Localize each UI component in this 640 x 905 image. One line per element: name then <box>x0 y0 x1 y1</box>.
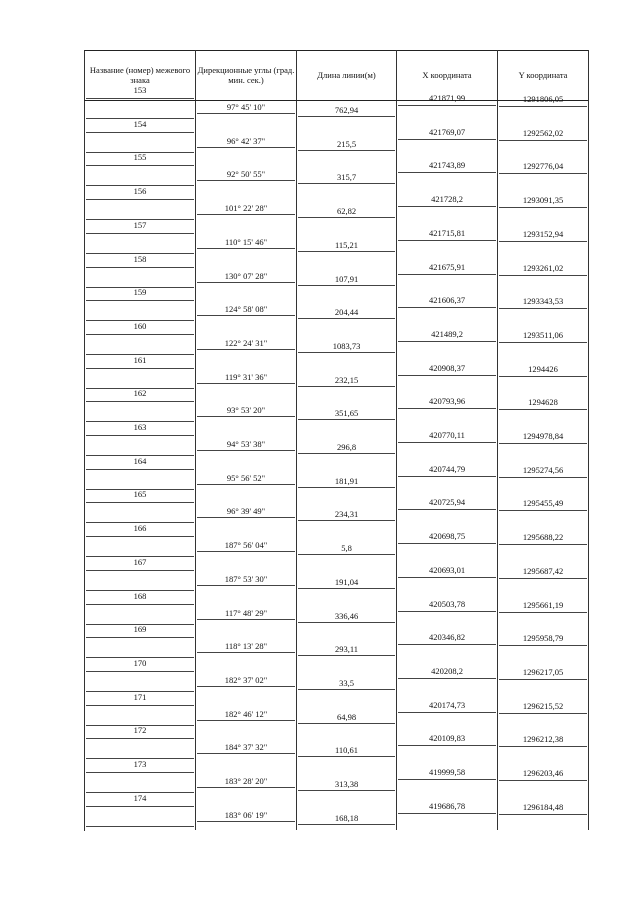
row-rule <box>197 383 295 384</box>
y-coordinate: 1292562,02 <box>522 127 564 138</box>
row-rule <box>86 806 194 807</box>
y-coordinate: 1295661,19 <box>522 599 564 610</box>
y-coordinate: 1295274,56 <box>522 464 564 475</box>
row-rule <box>499 477 587 478</box>
x-coordinate: 420208,2 <box>431 665 463 676</box>
direction-angle: 130° 07' 28" <box>224 270 268 281</box>
row-rule <box>197 180 295 181</box>
row-rule <box>197 821 295 822</box>
row-rule <box>499 308 587 309</box>
column-divider <box>497 50 498 830</box>
direction-angle: 122° 24' 31" <box>224 337 268 348</box>
row-rule <box>197 450 295 451</box>
row-rule <box>398 644 496 645</box>
point-name: 157 <box>133 219 147 230</box>
direction-angle: 101° 22' 28" <box>224 203 268 214</box>
row-rule <box>298 183 395 184</box>
row-rule <box>298 116 395 117</box>
row-rule <box>398 745 496 746</box>
row-rule <box>499 510 587 511</box>
line-length: 5,8 <box>341 543 352 554</box>
header-name: Название (номер) межевого знака <box>89 65 191 85</box>
y-coordinate: 1296215,52 <box>522 700 564 711</box>
direction-angle: 183° 28' 20" <box>224 776 268 786</box>
direction-angle: 92° 50' 55" <box>226 169 266 180</box>
row-rule <box>197 652 295 653</box>
row-rule <box>398 240 496 241</box>
line-length: 181,91 <box>334 475 359 486</box>
row-rule <box>298 386 395 387</box>
point-name: 172 <box>133 725 147 736</box>
x-coordinate: 419686,78 <box>428 800 466 811</box>
row-rule <box>499 207 587 208</box>
row-rule <box>86 604 194 605</box>
x-coordinate: 421769,07 <box>428 126 466 137</box>
row-rule <box>197 720 295 721</box>
line-length: 33,5 <box>339 677 354 688</box>
row-rule <box>86 590 194 591</box>
x-coordinate: 420908,37 <box>428 362 466 373</box>
row-rule <box>298 520 395 521</box>
direction-angle: 119° 31' 36" <box>224 371 268 382</box>
y-coordinate: 1296217,05 <box>522 666 564 677</box>
direction-angle: 110° 15' 46" <box>224 236 268 247</box>
point-name: 167 <box>133 556 147 567</box>
row-rule <box>197 551 295 552</box>
point-name: 155 <box>133 152 147 163</box>
row-rule <box>298 487 395 488</box>
row-rule <box>398 779 496 780</box>
x-coordinate: 420693,01 <box>428 564 466 575</box>
row-rule <box>298 790 395 791</box>
point-name: 165 <box>133 489 147 500</box>
y-coordinate: 1294426 <box>528 363 558 374</box>
row-rule <box>197 787 295 788</box>
x-coordinate: 420770,11 <box>429 430 465 440</box>
row-rule <box>298 251 395 252</box>
line-length: 110,61 <box>334 745 359 756</box>
line-length: 762,94 <box>334 105 359 115</box>
row-rule <box>86 556 194 557</box>
row-rule <box>499 140 587 141</box>
row-rule <box>86 772 194 773</box>
row-rule <box>86 624 194 625</box>
direction-angle: 94° 53' 38" <box>226 439 266 449</box>
row-rule <box>86 165 194 166</box>
row-rule <box>298 419 395 420</box>
row-rule <box>86 725 194 726</box>
x-coordinate: 420725,94 <box>428 497 466 508</box>
row-rule <box>298 318 395 319</box>
direction-angle: 184° 37' 32" <box>224 742 268 753</box>
line-length: 115,21 <box>334 239 359 250</box>
direction-angle: 183° 06' 19" <box>224 809 268 820</box>
point-name: 163 <box>133 422 147 432</box>
row-rule <box>298 352 395 353</box>
line-length: 296,8 <box>336 442 357 452</box>
row-rule <box>398 678 496 679</box>
x-coordinate: 420503,78 <box>428 598 466 609</box>
row-rule <box>398 341 496 342</box>
row-rule <box>86 671 194 672</box>
row-rule <box>86 657 194 658</box>
row-rule <box>499 780 587 781</box>
point-name: 161 <box>133 354 147 365</box>
direction-angle: 118° 13' 28" <box>224 641 268 652</box>
x-coordinate: 420698,75 <box>428 531 466 542</box>
line-length: 315,7 <box>336 172 357 183</box>
row-rule <box>86 489 194 490</box>
row-rule <box>197 619 295 620</box>
row-rule <box>298 824 395 825</box>
row-rule <box>398 105 496 106</box>
row-rule <box>398 442 496 443</box>
row-rule <box>398 139 496 140</box>
row-rule <box>86 253 194 254</box>
row-rule <box>499 275 587 276</box>
row-rule <box>86 536 194 537</box>
direction-angle: 187° 53' 30" <box>224 573 268 584</box>
x-coordinate: 421871,99 <box>428 93 466 103</box>
row-rule <box>86 233 194 234</box>
x-coordinate: 419999,58 <box>428 767 466 777</box>
line-length: 64,98 <box>336 711 357 722</box>
column-divider <box>195 50 196 830</box>
row-rule <box>298 285 395 286</box>
y-coordinate: 1296184,48 <box>522 801 564 812</box>
line-length: 168,18 <box>334 812 359 823</box>
row-rule <box>499 544 587 545</box>
line-length: 215,5 <box>336 138 357 149</box>
row-rule <box>398 712 496 713</box>
row-rule <box>499 679 587 680</box>
y-coordinate: 1294978,84 <box>522 431 564 441</box>
direction-angle: 93° 53' 20" <box>226 405 266 416</box>
row-rule <box>86 132 194 133</box>
row-rule <box>499 578 587 579</box>
row-rule <box>86 435 194 436</box>
row-rule <box>86 522 194 523</box>
column-divider <box>588 50 589 830</box>
y-coordinate: 1293343,53 <box>522 296 564 307</box>
line-length: 62,82 <box>336 206 357 217</box>
row-rule <box>197 282 295 283</box>
row-rule <box>197 753 295 754</box>
row-rule <box>398 172 496 173</box>
line-length: 293,11 <box>334 644 359 655</box>
x-coordinate: 421489,2 <box>431 328 463 339</box>
direction-angle: 96° 39' 49" <box>226 506 266 517</box>
row-rule <box>398 611 496 612</box>
row-rule <box>298 217 395 218</box>
direction-angle: 96° 42' 37" <box>226 135 266 146</box>
row-rule <box>86 320 194 321</box>
point-name: 164 <box>133 455 147 466</box>
row-rule <box>197 147 295 148</box>
direction-angle: 95° 56' 52" <box>226 472 266 483</box>
row-rule <box>86 199 194 200</box>
row-rule <box>86 691 194 692</box>
row-rule <box>499 645 587 646</box>
direction-angle: 187° 56' 04" <box>224 540 268 551</box>
x-coordinate: 421675,91 <box>428 261 466 272</box>
row-rule <box>398 408 496 409</box>
row-rule <box>298 150 395 151</box>
row-rule <box>499 241 587 242</box>
y-coordinate: 1295687,42 <box>522 565 564 576</box>
row-rule <box>398 813 496 814</box>
row-rule <box>86 758 194 759</box>
row-rule <box>298 554 395 555</box>
row-rule <box>499 376 587 377</box>
row-rule <box>499 713 587 714</box>
column-divider <box>296 50 297 830</box>
y-coordinate: 1291806,05 <box>522 94 564 104</box>
y-coordinate: 1295958,79 <box>522 633 564 644</box>
row-rule <box>86 354 194 355</box>
row-rule <box>86 826 194 827</box>
row-rule <box>86 705 194 706</box>
y-coordinate: 1295455,49 <box>522 498 564 509</box>
row-rule <box>197 214 295 215</box>
header-length: Длина линии(м) <box>317 70 376 80</box>
x-coordinate: 421728,2 <box>431 194 463 205</box>
x-coordinate: 420109,83 <box>428 733 466 744</box>
row-rule <box>86 267 194 268</box>
x-coordinate: 421715,81 <box>428 227 466 238</box>
row-rule <box>499 612 587 613</box>
row-rule <box>197 349 295 350</box>
row-rule <box>86 792 194 793</box>
row-rule <box>197 416 295 417</box>
row-rule <box>298 723 395 724</box>
point-name: 154 <box>133 118 147 129</box>
row-rule <box>398 543 496 544</box>
row-rule <box>398 509 496 510</box>
point-name: 159 <box>133 287 147 298</box>
point-name: 170 <box>133 657 147 668</box>
point-name: 160 <box>133 320 147 331</box>
y-coordinate: 1295688,22 <box>522 532 564 543</box>
point-name: 153 <box>133 85 147 95</box>
x-coordinate: 421606,37 <box>428 295 466 306</box>
column-divider <box>396 50 397 830</box>
row-rule <box>86 118 194 119</box>
point-name: 162 <box>133 388 147 399</box>
y-coordinate: 1293261,02 <box>522 262 564 273</box>
row-rule <box>499 106 587 107</box>
row-rule <box>86 421 194 422</box>
row-rule <box>86 287 194 288</box>
y-coordinate: 1293511,06 <box>522 329 564 340</box>
line-length: 204,44 <box>334 307 359 318</box>
row-rule <box>298 756 395 757</box>
point-name: 173 <box>133 759 147 769</box>
row-rule <box>86 637 194 638</box>
row-rule <box>86 300 194 301</box>
row-rule <box>197 517 295 518</box>
line-length: 234,31 <box>334 509 359 520</box>
row-rule <box>86 738 194 739</box>
row-rule <box>398 274 496 275</box>
row-rule <box>499 342 587 343</box>
x-coordinate: 420346,82 <box>428 632 466 643</box>
row-rule <box>197 484 295 485</box>
row-rule <box>398 307 496 308</box>
direction-angle: 117° 48' 29" <box>224 607 268 618</box>
row-rule <box>197 315 295 316</box>
row-rule <box>499 746 587 747</box>
point-name: 171 <box>133 691 147 702</box>
line-length: 336,46 <box>334 610 359 621</box>
row-rule <box>197 248 295 249</box>
row-rule <box>298 689 395 690</box>
direction-angle: 182° 46' 12" <box>224 708 268 719</box>
row-rule <box>298 655 395 656</box>
y-coordinate: 1294628 <box>528 397 558 408</box>
row-rule <box>298 588 395 589</box>
row-rule <box>86 469 194 470</box>
y-coordinate: 1293091,35 <box>522 195 564 206</box>
direction-angle: 97° 45' 10" <box>226 102 266 112</box>
header-angle: Дирекционные углы (град. мин. сек.) <box>197 65 295 85</box>
row-rule <box>398 476 496 477</box>
point-name: 156 <box>133 186 147 197</box>
x-coordinate: 420744,79 <box>428 463 466 474</box>
row-rule <box>398 577 496 578</box>
row-rule <box>499 443 587 444</box>
row-rule <box>86 502 194 503</box>
line-length: 232,15 <box>334 374 359 385</box>
row-rule <box>197 585 295 586</box>
row-rule <box>197 113 295 114</box>
direction-angle: 182° 37' 02" <box>224 674 268 685</box>
y-coordinate: 1296203,46 <box>522 768 564 778</box>
line-length: 1083,73 <box>332 340 361 351</box>
row-rule <box>86 152 194 153</box>
point-name: 166 <box>133 523 147 534</box>
row-rule <box>86 388 194 389</box>
row-rule <box>86 401 194 402</box>
direction-angle: 124° 58' 08" <box>224 304 268 315</box>
line-length: 107,91 <box>334 273 359 284</box>
row-rule <box>86 334 194 335</box>
row-rule <box>86 98 194 99</box>
point-name: 158 <box>133 253 147 264</box>
row-rule <box>499 173 587 174</box>
row-rule <box>398 206 496 207</box>
y-coordinate: 1293152,94 <box>522 228 564 239</box>
line-length: 313,38 <box>334 779 359 789</box>
row-rule <box>499 814 587 815</box>
row-rule <box>86 570 194 571</box>
row-rule <box>86 455 194 456</box>
y-coordinate: 1296212,38 <box>522 734 564 745</box>
header-y: Y координата <box>518 70 568 80</box>
row-rule <box>298 622 395 623</box>
point-name: 169 <box>133 624 147 635</box>
x-coordinate: 420174,73 <box>428 699 466 710</box>
row-rule <box>499 409 587 410</box>
point-name: 174 <box>133 792 147 803</box>
row-rule <box>86 185 194 186</box>
row-rule <box>86 219 194 220</box>
line-length: 351,65 <box>334 408 359 419</box>
y-coordinate: 1292776,04 <box>522 161 564 172</box>
row-rule <box>298 453 395 454</box>
row-rule <box>197 686 295 687</box>
point-name: 168 <box>133 590 147 601</box>
header-x: X координата <box>422 70 472 80</box>
row-rule <box>86 368 194 369</box>
x-coordinate: 420793,96 <box>428 396 466 407</box>
x-coordinate: 421743,89 <box>428 160 466 171</box>
line-length: 191,04 <box>334 576 359 587</box>
row-rule <box>398 375 496 376</box>
